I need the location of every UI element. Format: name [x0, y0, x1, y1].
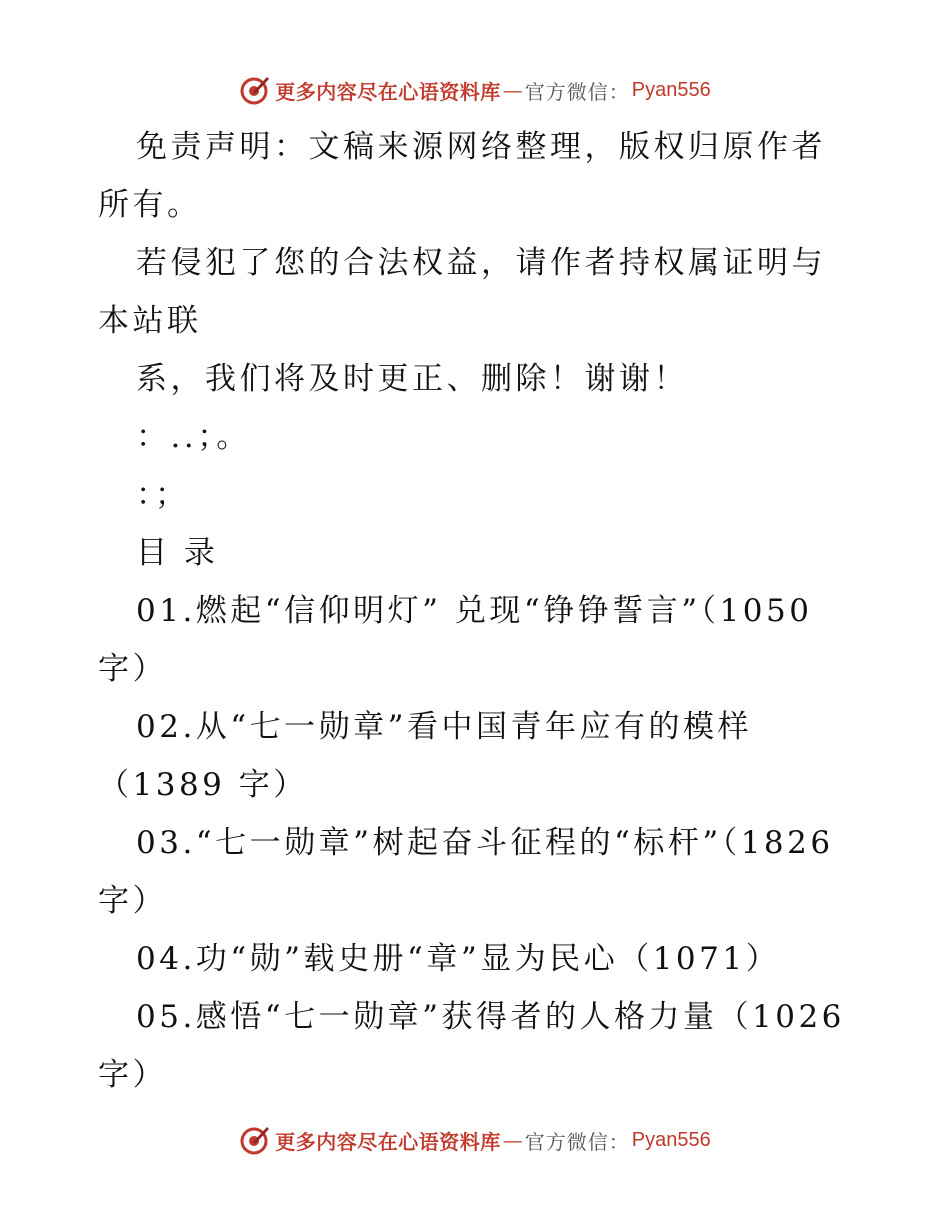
disclaimer-paragraph-2b: 系，我们将及时更正、删除！谢谢！ [136, 361, 688, 397]
pen-logo-icon [239, 74, 271, 106]
toc-item-01: 01.燃起“信仰明灯” 兑现“铮铮誓言”（1050字） [98, 593, 813, 687]
toc-item-02: 02.从“七一勋章”看中国青年应有的模样（1389 字） [98, 709, 752, 803]
toc-item-05: 05.感悟“七一勋章”获得者的人格力量（1026字） [98, 999, 845, 1093]
banner-wechat-id: Pyan556 [631, 78, 711, 101]
toc-item-04: 04.功“勋”载史册“章”显为民心（1071） [136, 941, 781, 977]
header-banner [0, 70, 950, 110]
footer-dash: — [502, 1128, 523, 1152]
punctuation-line-2: ：； [136, 477, 190, 513]
footer-banner [0, 1120, 950, 1160]
pen-logo-icon [239, 1124, 271, 1156]
banner-wechat-label: 官方微信： [524, 79, 630, 104]
banner-dash: — [502, 78, 523, 102]
toc-item-03: 03.“七一勋章”树起奋斗征程的“标杆”（1826 字） [98, 825, 834, 919]
punctuation-line-1: ：..；。 [136, 419, 251, 455]
banner-promo-text: 更多内容尽在心语资料库 [275, 79, 501, 104]
footer-wechat-label: 官方微信： [524, 1129, 630, 1154]
disclaimer-paragraph-2a: 若侵犯了您的合法权益，请作者持权属证明与本站联 [98, 245, 826, 339]
disclaimer-paragraph-1: 免责声明：文稿来源网络整理，版权归原作者所有。 [98, 129, 826, 223]
footer-wechat-id: Pyan556 [631, 1128, 711, 1151]
toc-title: 目 录 [136, 535, 219, 571]
footer-promo-text: 更多内容尽在心语资料库 [275, 1129, 501, 1154]
